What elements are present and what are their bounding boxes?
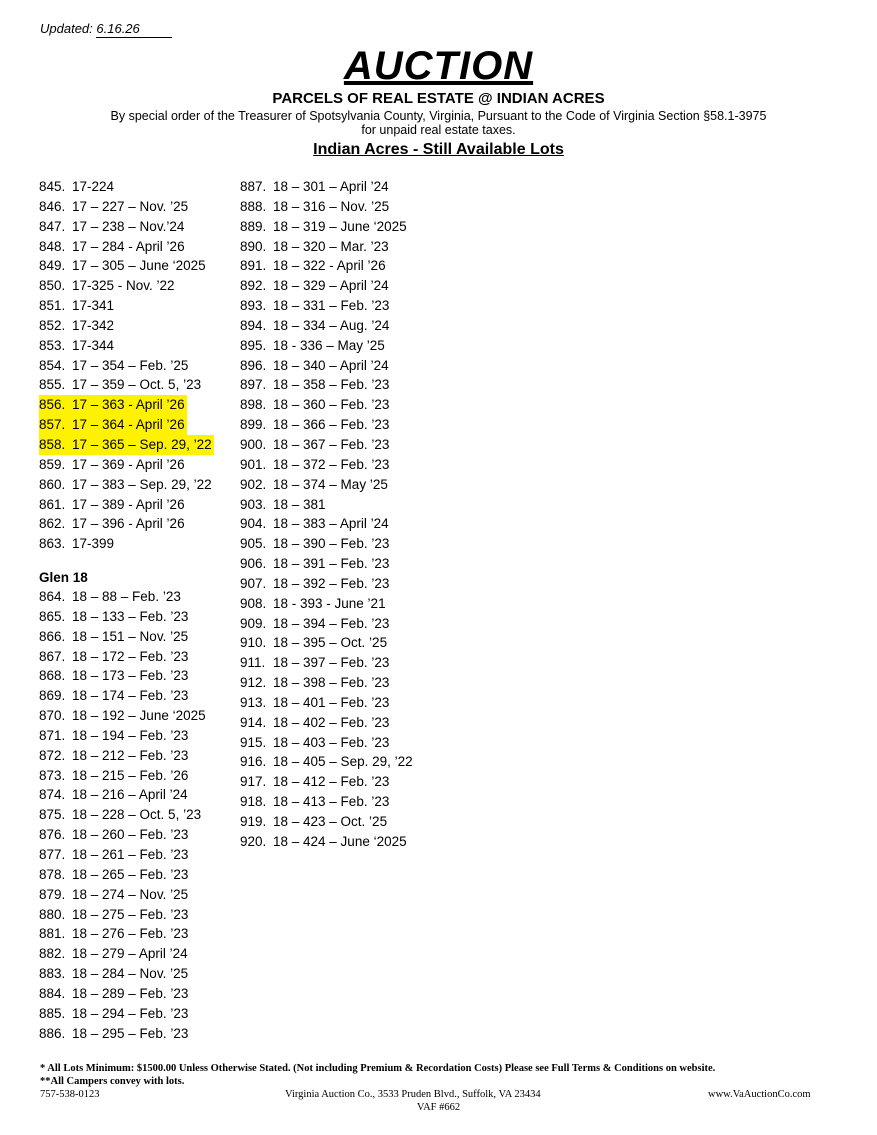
lot-number: 881. [39,926,66,942]
lot-item [39,944,206,964]
lot-number: 870. [39,708,66,724]
company-address: Virginia Auction Co., 3533 Pruden Blvd., Suffolk, VA 23434 [285,1089,541,1100]
lot-description: 18 – 320 – Mar. ’23 [273,238,389,254]
lot-number: 851. [39,298,66,314]
lot-number: 859. [39,456,66,472]
lot-description: 18 – 172 – Feb. ’23 [72,648,189,664]
lot-item [39,627,206,647]
lot-item [240,495,413,515]
lot-number: 919. [240,814,267,829]
lot-item [39,666,206,686]
lot-description: 17 – 369 - April ’26 [72,456,185,472]
lot-item [240,574,413,594]
website-link[interactable]: www.VaAuctionCo.com [708,1089,811,1100]
lot-number: 892. [240,278,267,294]
lot-item [240,633,413,653]
lot-list-glen-18 [39,587,206,1043]
lot-item [39,607,206,627]
page-subtitle: PARCELS OF REAL ESTATE @ INDIAN ACRES [272,90,605,107]
lot-number: 854. [39,357,66,373]
lot-number: 908. [240,595,267,611]
lot-number: 845. [39,179,66,194]
lot-description: 18 – 284 – Nov. ’25 [72,966,189,982]
lot-description: 18 – 319 – June ‘2025 [273,218,407,234]
lot-number: 860. [39,476,66,492]
lot-number: 893. [240,298,267,314]
lot-item [240,752,413,772]
lot-item [240,832,413,852]
lot-item [39,495,214,515]
lot-number: 912. [240,675,267,691]
lot-item [39,785,206,805]
lot-item [240,276,413,296]
lot-number: 891. [240,258,267,274]
lot-item [39,1024,206,1044]
lot-item [240,792,413,812]
lot-description: 18 – 261 – Feb. ’23 [72,846,189,862]
lot-number: 863. [39,536,66,552]
vaf-number: VAF #662 [416,1102,461,1113]
lot-description: 17 – 396 - April ’26 [72,516,185,532]
lot-description: 18 – 374 – May ’25 [273,476,388,492]
lot-item [39,647,206,667]
lot-number: 874. [39,787,66,803]
lot-number: 873. [39,767,66,783]
lot-description: 18 – 192 – June ‘2025 [72,708,206,724]
lot-description: 18 – 260 – Feb. ’23 [72,827,189,843]
lot-item [240,356,413,376]
lot-item [240,197,413,217]
lot-item [39,587,206,607]
lot-number: 918. [240,794,267,810]
lot-number: 904. [240,516,267,532]
order-line-2: for unpaid real estate taxes. [361,123,516,137]
lot-item [240,395,413,415]
lot-description: 18 – 294 – Feb. ’23 [72,1005,189,1021]
lot-number: 896. [240,357,267,373]
lot-description: 18 – 174 – Feb. ’23 [72,688,189,704]
lot-number: 906. [240,556,267,572]
campers-note: **All Campers convey with lots. [40,1076,185,1087]
lot-number: 887. [240,179,267,194]
lot-item [39,197,214,217]
lot-description: 18 – 301 – April ’24 [273,179,389,194]
lot-item [39,964,206,984]
lot-description: 18 – 383 – April ’24 [273,516,389,532]
glen-heading: Glen 18 [39,570,88,585]
lot-item [39,1004,206,1024]
lot-number: 897. [240,377,267,393]
lot-description: 18 – 329 – April ’24 [273,278,389,294]
lot-number: 877. [39,846,66,862]
lot-item [39,217,214,237]
lot-description: 17 – 364 - April ’26 [72,417,185,433]
lot-description: 18 – 340 – April ’24 [273,357,389,373]
lot-description: 18 – 334 – Aug. ’24 [273,317,390,333]
lot-description: 18 – 395 – Oct. ’25 [273,635,388,651]
lot-description: 18 – 331 – Feb. ’23 [273,298,390,314]
lot-description: 18 – 274 – Nov. ’25 [72,886,189,902]
lot-description: 18 – 228 – Oct. 5, ’23 [72,807,202,823]
lot-item [240,336,413,356]
lot-number: 916. [240,754,267,770]
lot-description: 18 - 393 - June ’21 [273,595,386,611]
lot-description: 17-344 [72,337,115,353]
lot-item [240,693,413,713]
lot-description: 18 – 360 – Feb. ’23 [273,397,390,413]
lot-description: 18 – 173 – Feb. ’23 [72,668,189,684]
lot-number: 890. [240,238,267,254]
lot-number: 865. [39,608,66,624]
lot-description: 18 – 358 – Feb. ’23 [273,377,390,393]
lot-description: 18 - 336 – May ’25 [273,337,385,353]
lot-description: 18 – 402 – Feb. ’23 [273,714,390,730]
lot-number: 886. [39,1025,66,1041]
updated-note [40,21,172,38]
lot-number: 883. [39,966,66,982]
lot-description: 18 – 403 – Feb. ’23 [273,734,390,750]
lot-item [39,766,206,786]
lot-item [39,805,206,825]
minimum-note: * All Lots Minimum: $1500.00 Unless Otherwise Stated. (Not including Premium & Recordation Costs) Please see Full Terms & Conditions on website. [40,1063,716,1074]
lot-number: 885. [39,1005,66,1021]
lot-item [39,375,214,395]
lot-item [39,845,206,865]
lot-description: 18 – 133 – Feb. ’23 [72,608,189,624]
lot-number: 902. [240,476,267,492]
lot-number: 909. [240,615,267,631]
lot-description: 18 – 398 – Feb. ’23 [273,675,390,691]
lot-number: 876. [39,827,66,843]
order-statement [0,109,877,137]
lot-number: 858. [39,436,66,452]
lot-item [39,905,206,925]
lot-description: 18 – 397 – Feb. ’23 [273,655,390,671]
lot-number: 905. [240,536,267,552]
lot-description: 18 – 215 – Feb. ’26 [72,767,189,783]
lot-item [240,256,413,276]
lot-description: 18 – 88 – Feb. ’23 [72,589,181,604]
lot-item [240,237,413,257]
lot-description: 18 – 372 – Feb. ’23 [273,456,390,472]
lot-description: 18 – 295 – Feb. ’23 [72,1025,189,1041]
lot-item [240,296,413,316]
lot-item [240,772,413,792]
lot-item [240,316,413,336]
lot-number: 903. [240,496,267,512]
lot-number: 861. [39,496,66,512]
lot-number: 872. [39,747,66,763]
lot-number: 846. [39,198,66,214]
lot-item [240,594,413,614]
lot-number: 862. [39,516,66,532]
lot-item [39,726,206,746]
lot-item [39,415,187,435]
lot-item [39,296,214,316]
lot-description: 17 – 383 – Sep. 29, ’22 [72,476,212,492]
lot-item [240,653,413,673]
lot-description: 17-399 [72,536,115,552]
lot-description: 17 – 365 – Sep. 29, ’22 [72,436,212,452]
lot-number: 850. [39,278,66,294]
lot-description: 17-342 [72,317,115,333]
lot-description: 17 – 284 - April ’26 [72,238,185,254]
lot-description: 18 – 391 – Feb. ’23 [273,556,390,572]
lot-description: 17-341 [72,298,115,314]
lot-description: 17 – 238 – Nov.’24 [72,218,185,234]
lot-number: 869. [39,688,66,704]
lot-list-column-2 [240,177,413,852]
lot-item [39,237,214,257]
lot-item [240,217,413,237]
lot-number: 907. [240,575,267,591]
lot-description: 18 – 151 – Nov. ’25 [72,628,189,644]
lot-number: 884. [39,985,66,1001]
lot-description: 18 – 265 – Feb. ’23 [72,866,189,882]
lot-description: 18 – 367 – Feb. ’23 [273,436,390,452]
lot-description: 17 – 389 - April ’26 [72,496,185,512]
lot-item [39,177,214,197]
lot-description: 17 – 354 – Feb. ’25 [72,357,189,373]
lot-item [240,673,413,693]
lot-description: 18 – 381 [273,496,326,512]
lot-number: 910. [240,635,267,651]
lot-number: 857. [39,417,66,433]
lot-item [240,554,413,574]
lot-description: 18 – 279 – April ’24 [72,946,188,962]
lot-number: 852. [39,317,66,333]
lot-item [39,455,214,475]
lot-description: 18 – 289 – Feb. ’23 [72,985,189,1001]
lot-description: 18 – 401 – Feb. ’23 [273,694,390,710]
section-heading: Indian Acres - Still Available Lots [313,141,564,158]
lot-number: 849. [39,258,66,274]
lot-description: 17 – 227 – Nov. ’25 [72,198,189,214]
lot-description: 17 – 305 – June ‘2025 [72,258,206,274]
page-title: AUCTION [343,44,534,88]
lot-number: 914. [240,714,267,730]
lot-item [39,706,206,726]
lot-item [240,177,413,197]
lot-number: 866. [39,628,66,644]
lot-number: 888. [240,198,267,214]
lot-number: 894. [240,317,267,333]
lot-number: 847. [39,218,66,234]
lot-item [39,746,206,766]
lot-item [39,686,206,706]
lot-number: 868. [39,668,66,684]
lot-number: 880. [39,906,66,922]
lot-item [39,276,214,296]
lot-item [240,514,413,534]
lot-item [39,865,206,885]
lot-number: 878. [39,866,66,882]
lot-number: 882. [39,946,66,962]
lot-description: 18 – 412 – Feb. ’23 [273,774,390,790]
lot-item [240,475,413,495]
lot-number: 867. [39,648,66,664]
lot-number: 856. [39,397,66,413]
lot-description: 18 – 424 – June ‘2025 [273,833,407,849]
lot-item [240,435,413,455]
lot-number: 900. [240,436,267,452]
lot-number: 889. [240,218,267,234]
lot-item [240,812,413,832]
lot-item [39,514,214,534]
lot-item [39,924,206,944]
lot-description: 18 – 394 – Feb. ’23 [273,615,390,631]
lot-number: 913. [240,694,267,710]
lot-number: 895. [240,337,267,353]
lot-description: 18 – 366 – Feb. ’23 [273,417,390,433]
lot-item [39,356,214,376]
lot-description: 17 – 363 - April ’26 [72,397,185,413]
lot-item [39,475,214,495]
lot-item [240,455,413,475]
lot-item [39,435,214,455]
lot-item [39,395,187,415]
lot-number: 848. [39,238,66,254]
lot-item [240,534,413,554]
lot-description: 18 – 275 – Feb. ’23 [72,906,189,922]
lot-item [39,256,214,276]
lot-description: 18 – 216 – April ’24 [72,787,188,803]
lot-number: 920. [240,833,267,849]
lot-item [39,825,206,845]
lot-description: 18 – 322 - April ’26 [273,258,386,274]
lot-description: 18 – 390 – Feb. ’23 [273,536,390,552]
lot-item [240,713,413,733]
lot-number: 871. [39,727,66,743]
lot-description: 18 – 423 – Oct. ’25 [273,814,388,829]
phone-number: 757-538-0123 [40,1089,100,1100]
lot-description: 18 – 405 – Sep. 29, ’22 [273,754,413,770]
lot-description: 17-224 [72,179,115,194]
lot-item [240,375,413,395]
lot-description: 17-325 - Nov. ’22 [72,278,175,294]
lot-description: 18 – 392 – Feb. ’23 [273,575,390,591]
lot-item [39,984,206,1004]
lot-description: 17 – 359 – Oct. 5, ’23 [72,377,202,393]
lot-item [240,614,413,634]
updated-date: 6.16.26 [96,21,172,38]
lot-number: 898. [240,397,267,413]
lot-number: 901. [240,456,267,472]
lot-number: 864. [39,589,66,604]
lot-number: 853. [39,337,66,353]
lot-item [240,733,413,753]
lot-item [39,316,214,336]
lot-description: 18 – 194 – Feb. ’23 [72,727,189,743]
updated-label: Updated: [40,21,93,36]
lot-number: 875. [39,807,66,823]
lot-number: 899. [240,417,267,433]
lot-item [39,534,214,554]
lot-item [39,336,214,356]
lot-description: 18 – 316 – Nov. ’25 [273,198,390,214]
lot-description: 18 – 212 – Feb. ’23 [72,747,189,763]
order-line-1: By special order of the Treasurer of Spotsylvania County, Virginia, Pursuant to the Code of Virginia Section §58.1-3975 [110,109,767,123]
lot-number: 915. [240,734,267,750]
lot-description: 18 – 413 – Feb. ’23 [273,794,390,810]
lot-number: 879. [39,886,66,902]
lot-number: 917. [240,774,267,790]
lot-item [240,415,413,435]
lot-item [39,885,206,905]
lot-number: 855. [39,377,66,393]
lot-description: 18 – 276 – Feb. ’23 [72,926,189,942]
lot-number: 911. [240,655,266,671]
lot-list-column-1 [39,177,214,554]
